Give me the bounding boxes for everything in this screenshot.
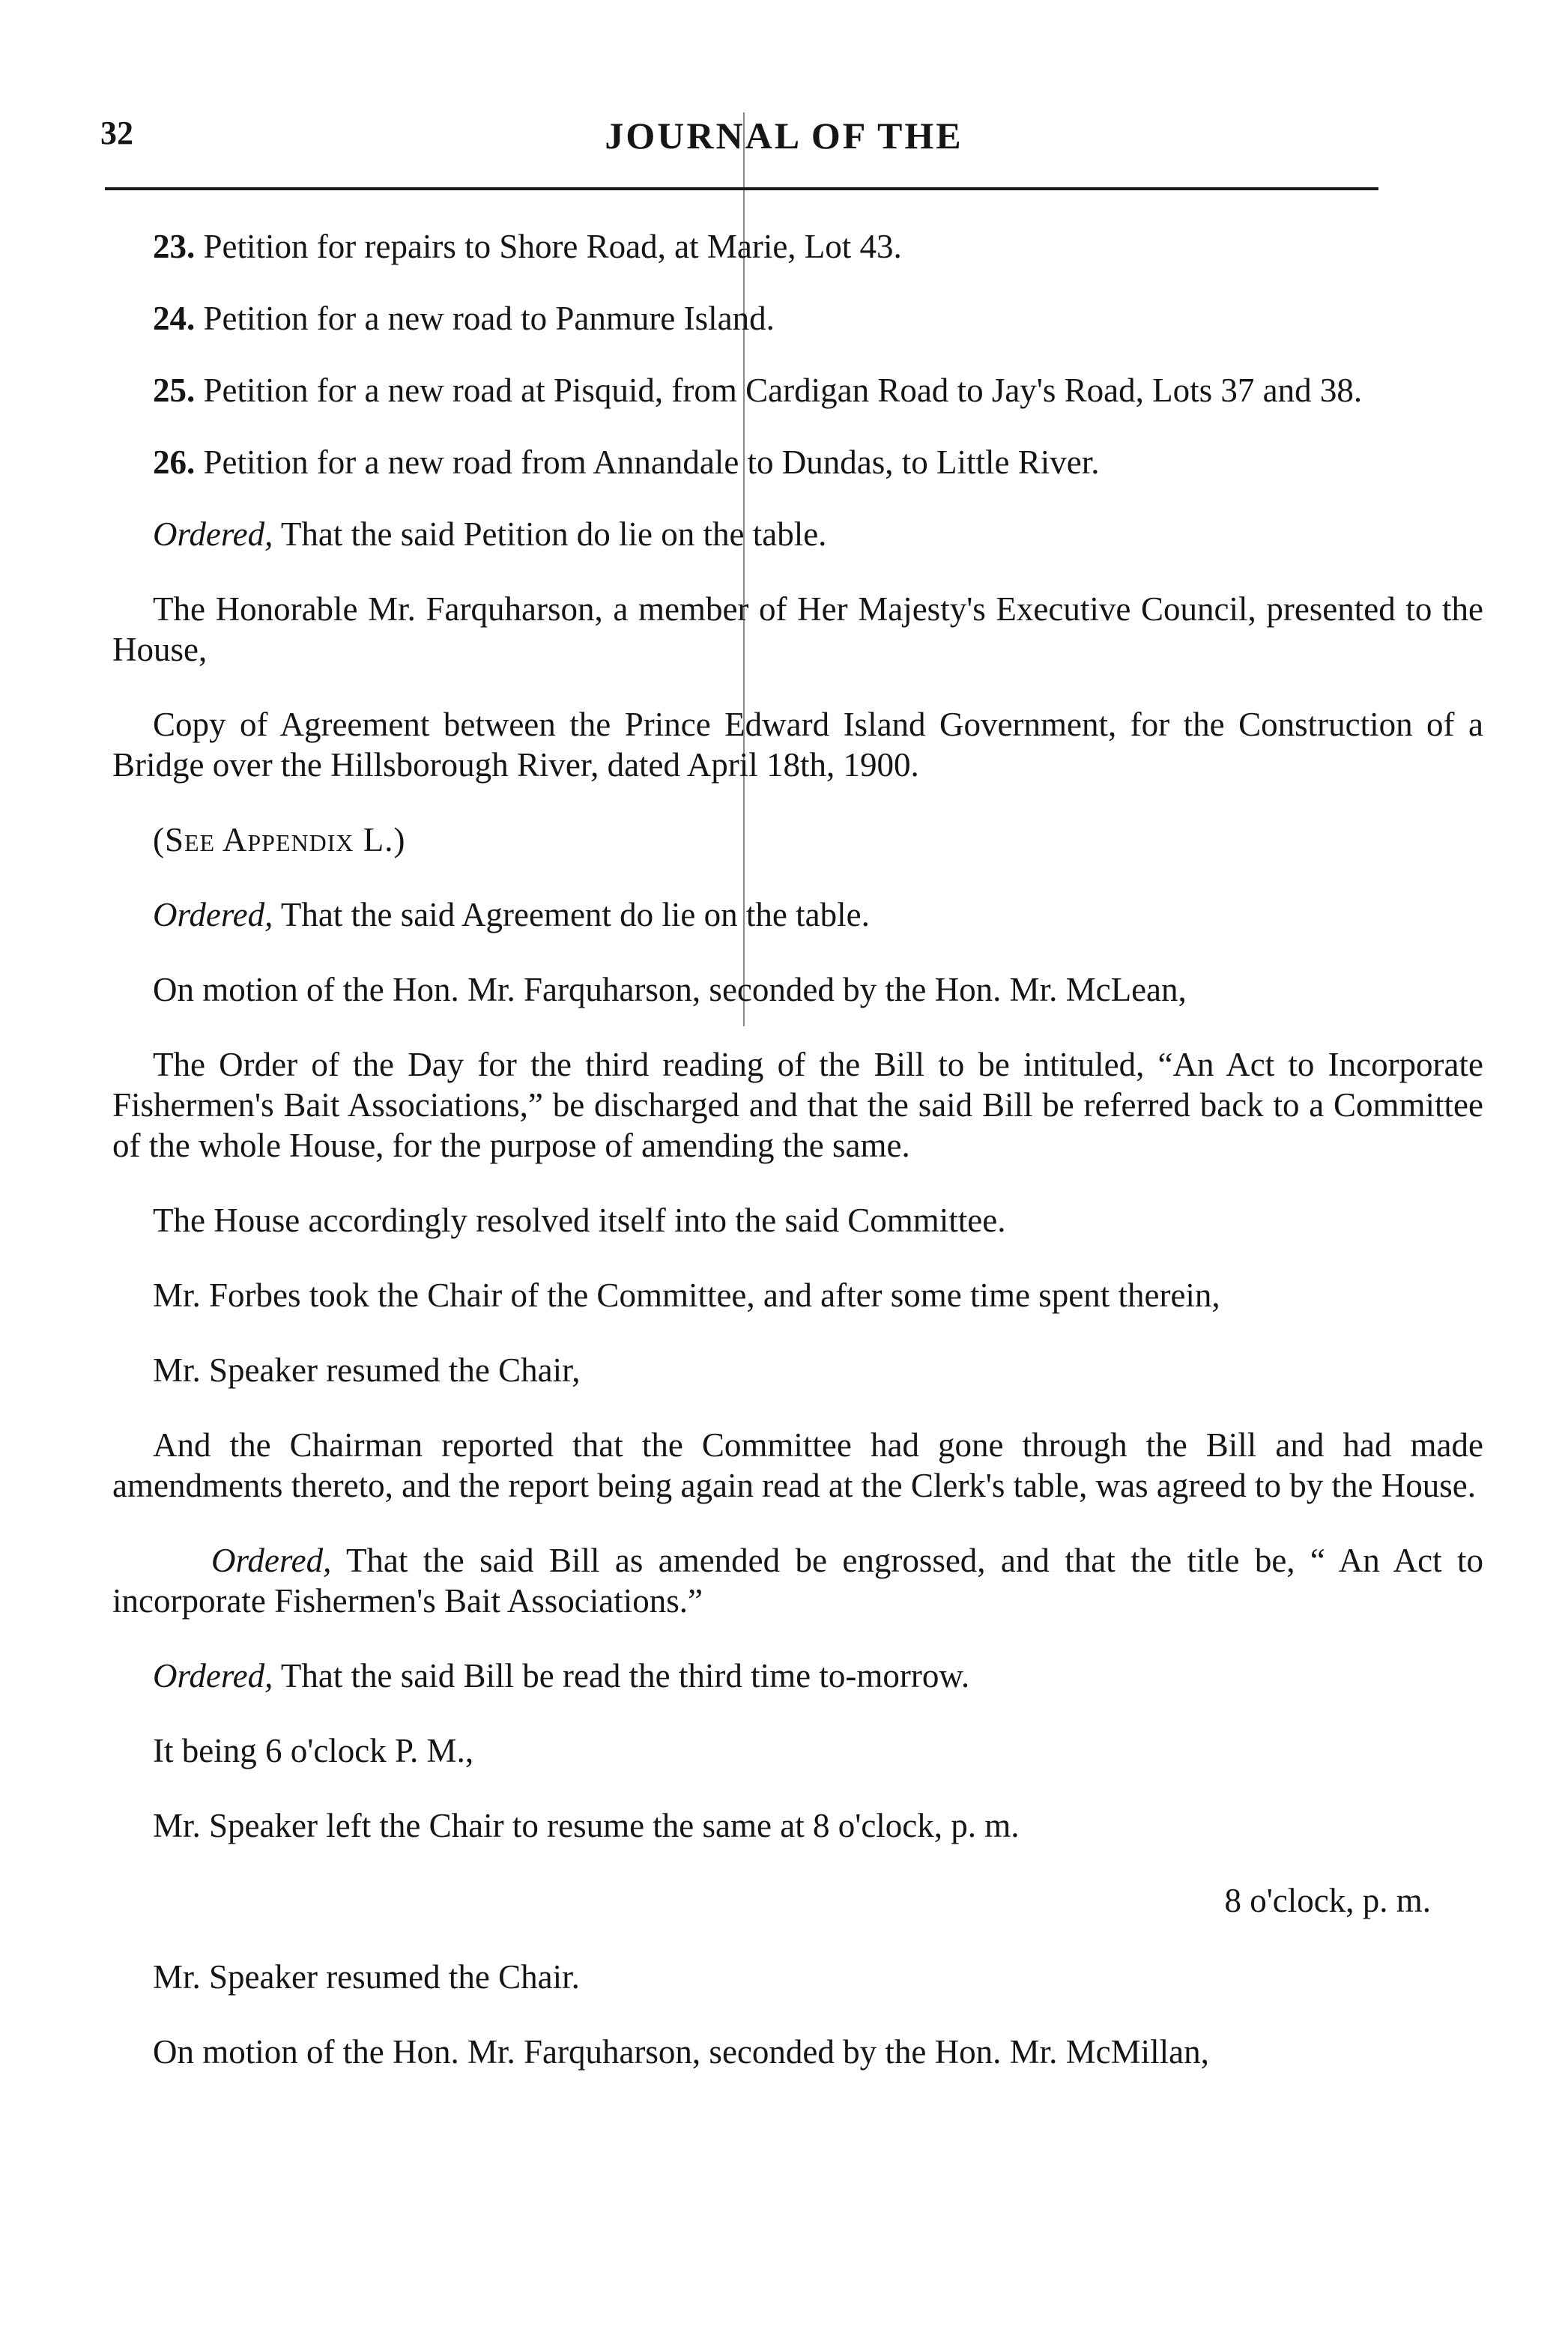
paragraph: And the Chairman reported that the Committee had gone through the Bill and had made amendments thereto, and the report being again read at the Clerk's table, was agreed to by the House. (112, 1426, 1483, 1504)
petition-number: 26. (153, 443, 196, 481)
paragraph: It being 6 o'clock P. M., (153, 1732, 474, 1769)
header-rule (105, 187, 1378, 190)
petition-text: Petition for a new road from Annandale to Dundas, to Little River. (203, 443, 1100, 481)
ordered-paragraph (112, 1540, 1483, 1621)
ordered-text: That the said Petition do lie on the table. (273, 515, 827, 553)
petition-text: Petition for a new road to Panmure Island. (203, 300, 775, 337)
paragraph: The Order of the Day for the third reading of the Bill to be intituled, “An Act to Incorporate Fishermen's Bait Associations,” be discharged and that the said Bill be referred back to a Committee of the whole House, for the purpose of amending the same. (112, 1046, 1483, 1164)
ordered-text: That the said Bill be read the third time to-morrow. (273, 1657, 970, 1695)
ordered-text: That the said Agreement do lie on the table. (273, 896, 870, 933)
paragraph: The House accordingly resolved itself into the said Committee. (153, 1202, 1006, 1239)
petition-number: 25. (153, 372, 196, 409)
petition-item (112, 370, 1483, 411)
ordered-lead: Ordered, (153, 515, 273, 553)
running-title: JOURNAL OF THE (605, 115, 963, 157)
ordered-paragraph (112, 894, 1483, 935)
appendix-reference: (See Appendix L.) (153, 821, 406, 858)
paragraph: Mr. Speaker resumed the Chair, (153, 1351, 581, 1389)
petition-text: Petition for repairs to Shore Road, at Marie, Lot 43. (203, 228, 902, 265)
paragraph: Mr. Forbes took the Chair of the Committee, and after some time spent therein, (153, 1276, 1220, 1314)
petition-number: 24. (153, 300, 196, 337)
paragraph: Copy of Agreement between the Prince Edward Island Government, for the Construction of a Bridge over the Hillsborough River, dated April 18th, 1900. (112, 706, 1483, 784)
petition-item (112, 226, 1483, 267)
paragraph: Mr. Speaker resumed the Chair. (153, 1958, 580, 1996)
page-number: 32 (100, 115, 133, 151)
petition-number: 23. (153, 228, 196, 265)
paragraph: On motion of the Hon. Mr. Farquharson, seconded by the Hon. Mr. McLean, (153, 971, 1187, 1008)
petition-text: Petition for a new road at Pisquid, from Cardigan Road to Jay's Road, Lots 37 and 38. (203, 372, 1363, 409)
ordered-paragraph (112, 1656, 1483, 1696)
petition-item (112, 298, 1483, 339)
paragraph: Mr. Speaker left the Chair to resume the same at 8 o'clock, p. m. (153, 1807, 1020, 1844)
time-heading: 8 o'clock, p. m. (1224, 1882, 1431, 1919)
ordered-lead: Ordered, (211, 1542, 332, 1579)
paragraph: On motion of the Hon. Mr. Farquharson, seconded by the Hon. Mr. McMillan, (153, 2033, 1209, 2071)
petition-item (112, 442, 1483, 482)
paragraph: The Honorable Mr. Farquharson, a member of Her Majesty's Executive Council, presented to the House, (112, 590, 1483, 668)
ordered-text: That the said Bill as amended be engrossed, and that the title be, “ An Act to incorporate Fishermen's Bait Associations.” (112, 1542, 1483, 1620)
ordered-lead: Ordered, (153, 1657, 273, 1695)
ordered-paragraph (112, 514, 1483, 554)
ordered-lead: Ordered, (153, 896, 273, 933)
journal-body (112, 226, 1483, 2107)
